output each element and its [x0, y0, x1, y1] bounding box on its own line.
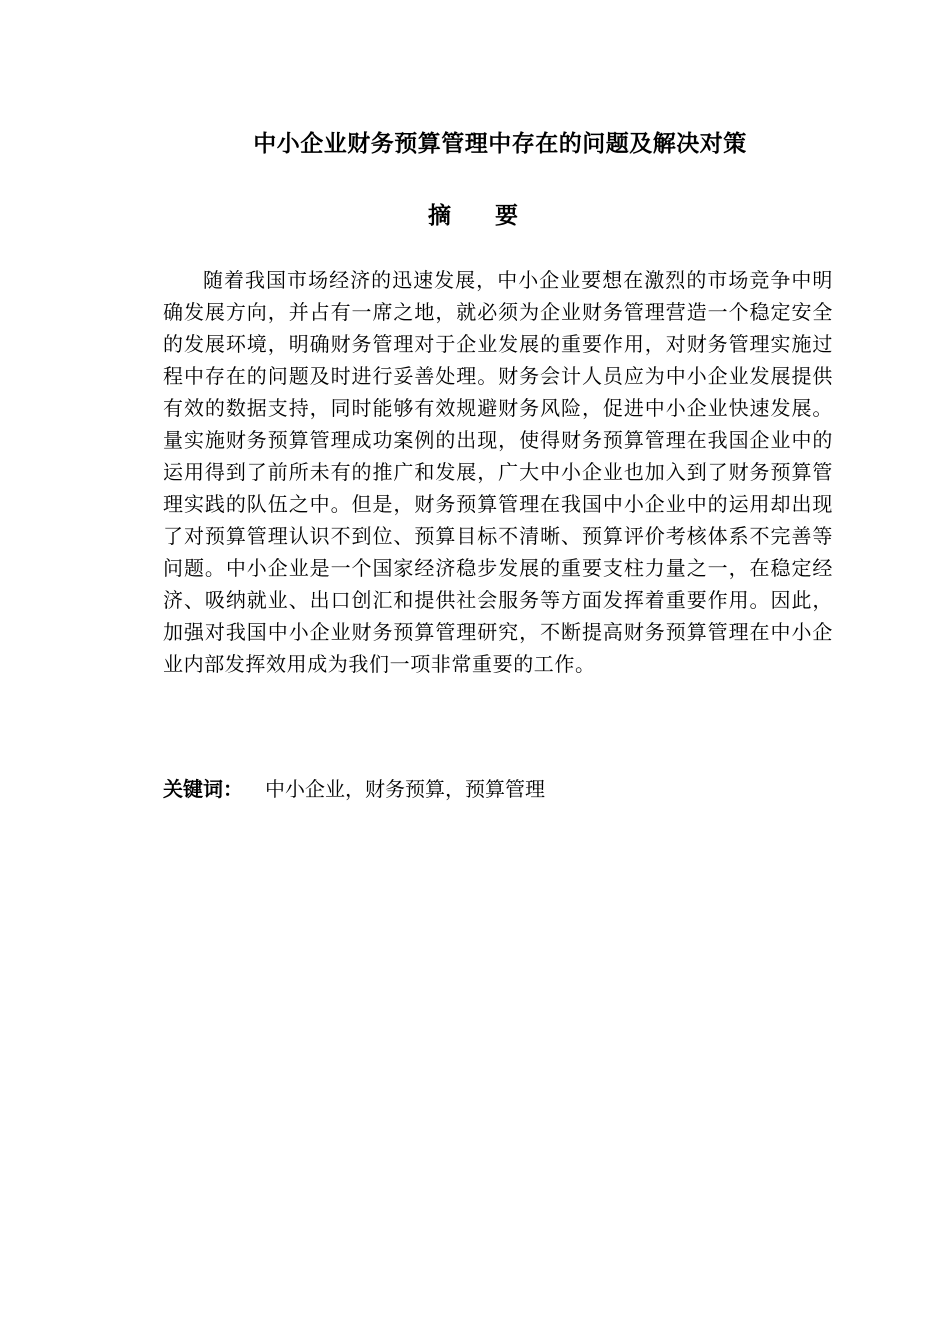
- document-title: 中小企业财务预算管理中存在的问题及解决对策: [253, 131, 747, 157]
- abstract-heading: 摘要: [428, 203, 562, 229]
- keywords-value: 中小企业，财务预算，预算管理: [265, 777, 545, 801]
- abstract-paragraph: 随着我国市场经济的迅速发展，中小企业要想在激烈的市场竞争中明确发展方向，并占有一席之地，就必须为企业财务管理营造一个稳定安全的发展环境，明确财务管理对于企业发展的重要作用，对财务管理实施过程中存在的问题及时进行妥善处理。财务会计人员应为中小企业发展提供有效的数据支持，同时能够有效规避财务风险，促进中小企业快速发展。量实施财务预算管理成功案例的出现，使得财务预算管理在我国企业中的运用得到了前所未有的推广和发展，广大中小企业也加入到了财务预算管理实践的队伍之中。但是，财务预算管理在我国中小企业中的运用却出现了对预算管理认识不到位、预算目标不清晰、预算评价考核体系不完善等问题。中小企业是一个国家经济稳步发展的重要支柱力量之一，在稳定经济、吸纳就业、出口创汇和提供社会服务等方面发挥着重要作用。因此，加强对我国中小企业财务预算管理研究，不断提高财务预算管理在中小企业内部发挥效用成为我们一项非常重要的工作。: [163, 268, 833, 676]
- keywords-label: 关键词：: [163, 777, 243, 801]
- keywords-line: [163, 773, 833, 806]
